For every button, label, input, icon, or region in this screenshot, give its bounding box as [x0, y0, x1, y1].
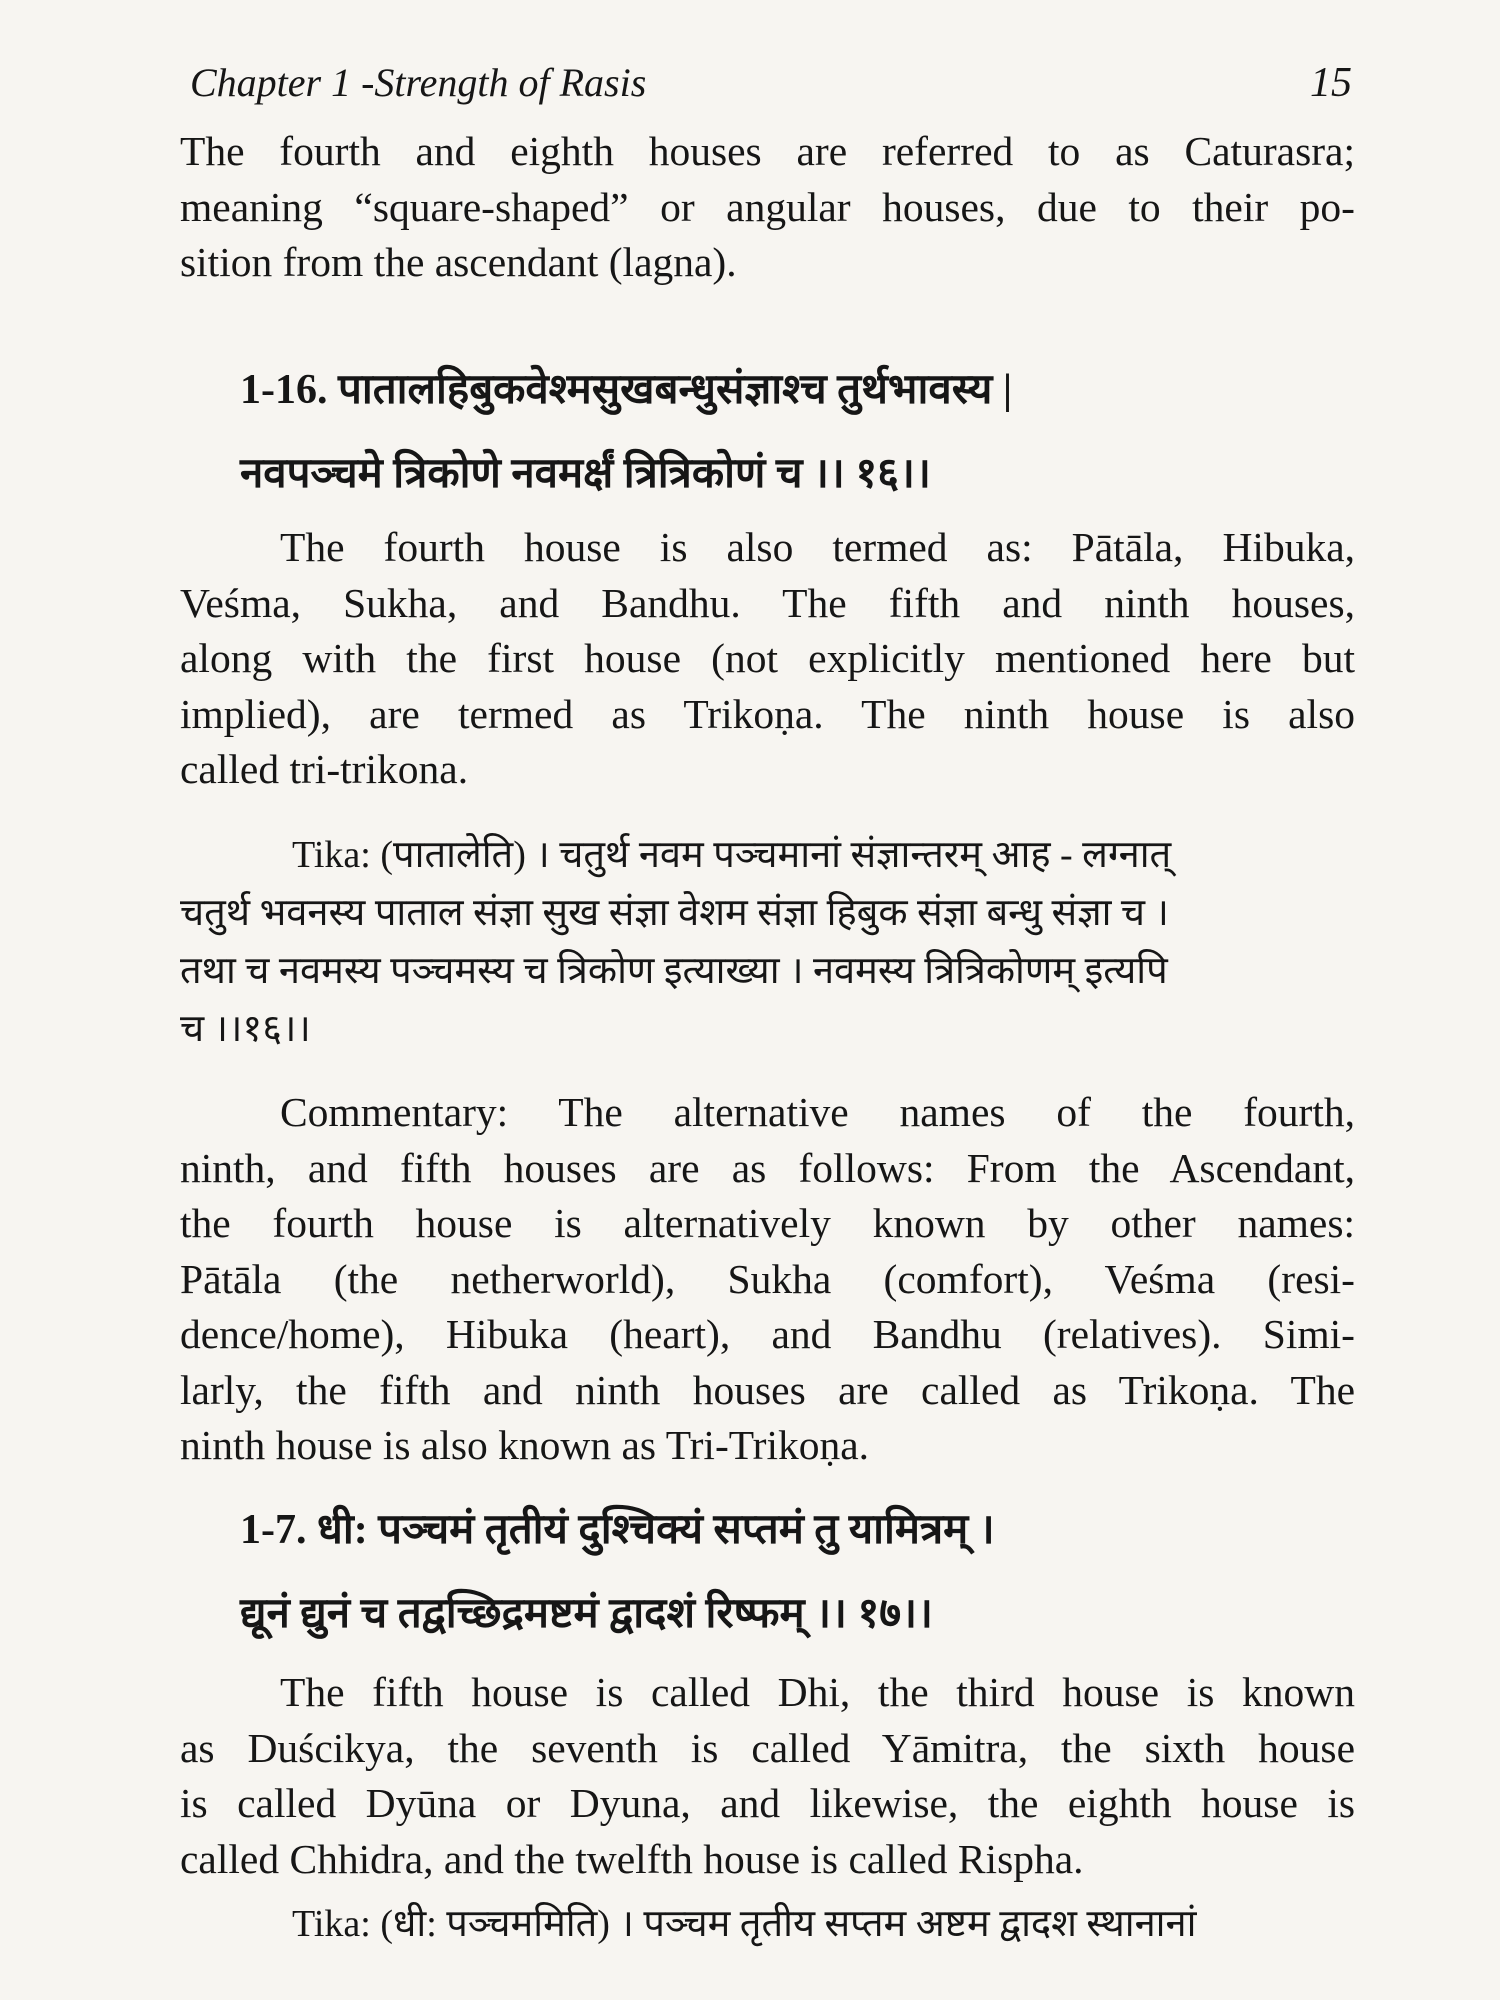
text-line: called Chhidra, and the twelfth house is called Rispha. [180, 1835, 1084, 1882]
paragraph-fourth-house-names [180, 520, 1355, 798]
tika-line: च ।।१६।। [180, 1008, 311, 1050]
tika-line: Tika: (धी: पञ्चममिति) । पञ्चम तृतीय सप्तम अष्टम द्वादश स्थानानां [292, 1903, 1197, 1945]
verse-line: द्यूनं द्युनं च तद्वच्छिद्रमष्टमं द्वादशं रिष्फम् ।। १७।। [240, 1591, 933, 1637]
paragraph-house-names-dhi [180, 1665, 1355, 1887]
text-line: called tri-trikona. [180, 746, 469, 792]
verse-1-16 [180, 348, 1355, 516]
paragraph-caturasra [180, 124, 1355, 291]
text-line: sition from the ascendant (lagna). [180, 239, 737, 285]
commentary-1-16 [180, 1085, 1355, 1474]
tika-1-16 [180, 826, 1355, 1058]
tika-1-17 [180, 1895, 1355, 1953]
text-line: ninth house is also known as Tri-Trikoṇa. [180, 1422, 870, 1468]
text-line: ninth, and fifth houses are as follows: From the Ascendant, [180, 1144, 1355, 1191]
text-line: larly, the fifth and ninth houses are called as Trikoṇa. The [180, 1366, 1355, 1413]
text-line: the fourth house is alternatively known by other names: [180, 1200, 1355, 1246]
text-line: Pātāla (the netherworld), Sukha (comfort), Veśma (resi- [180, 1255, 1355, 1302]
text-line: The fourth and eighth houses are referred to as Caturasra; [180, 128, 1355, 174]
text-line: along with the first house (not explicitly mentioned here but [180, 635, 1355, 681]
text-line: as Duścikya, the seventh is called Yāmitra, the sixth house [180, 1724, 1355, 1771]
tika-line: Tika: (पातालेति) । चतुर्थ नवम पञ्चमानां संज्ञान्तरम् आह - लग्नात् [292, 834, 1172, 876]
page-number: 15 [1310, 60, 1352, 106]
tika-line: तथा च नवमस्य पञ्चमस्य च त्रिकोण इत्याख्या । नवमस्य त्रित्रिकोणम् इत्यपि [180, 950, 1168, 992]
verse-line: नवपञ्चमे त्रिकोणे नवमर्क्षं त्रित्रिकोणं च ।। १६।। [240, 451, 931, 497]
text-line: The fourth house is also termed as: Pātāla, Hibuka, [280, 524, 1355, 570]
running-head [190, 58, 1352, 108]
tika-line: चतुर्थ भवनस्य पाताल संज्ञा सुख संज्ञा वेशम संज्ञा हिबुक संज्ञा बन्धु संज्ञा च । [180, 892, 1169, 934]
text-line: Commentary: The alternative names of the fourth, [280, 1089, 1355, 1135]
text-line: is called Dyūna or Dyuna, and likewise, the eighth house is [180, 1780, 1355, 1826]
verse-line: 1-16. पातालहिबुकवेश्मसुखबन्धुसंज्ञाश्च तुर्थभावस्य | [240, 367, 1013, 413]
text-line: Veśma, Sukha, and Bandhu. The fifth and ninth houses, [180, 579, 1355, 626]
text-line: The fifth house is called Dhi, the third house is known [280, 1669, 1355, 1715]
text-line: meaning “square-shaped” or angular houses, due to their po- [180, 183, 1355, 230]
chapter-title: Chapter 1 -Strength of Rasis [190, 60, 647, 105]
verse-1-17 [180, 1488, 1355, 1656]
text-line: dence/home), Hibuka (heart), and Bandhu (relatives). Simi- [180, 1311, 1355, 1357]
verse-line: 1-7. धी: पञ्चमं तृतीयं दुश्चिक्यं सप्तमं तु यामित्रम् । [240, 1507, 995, 1553]
text-line: implied), are termed as Trikoṇa. The ninth house is also [180, 690, 1355, 737]
